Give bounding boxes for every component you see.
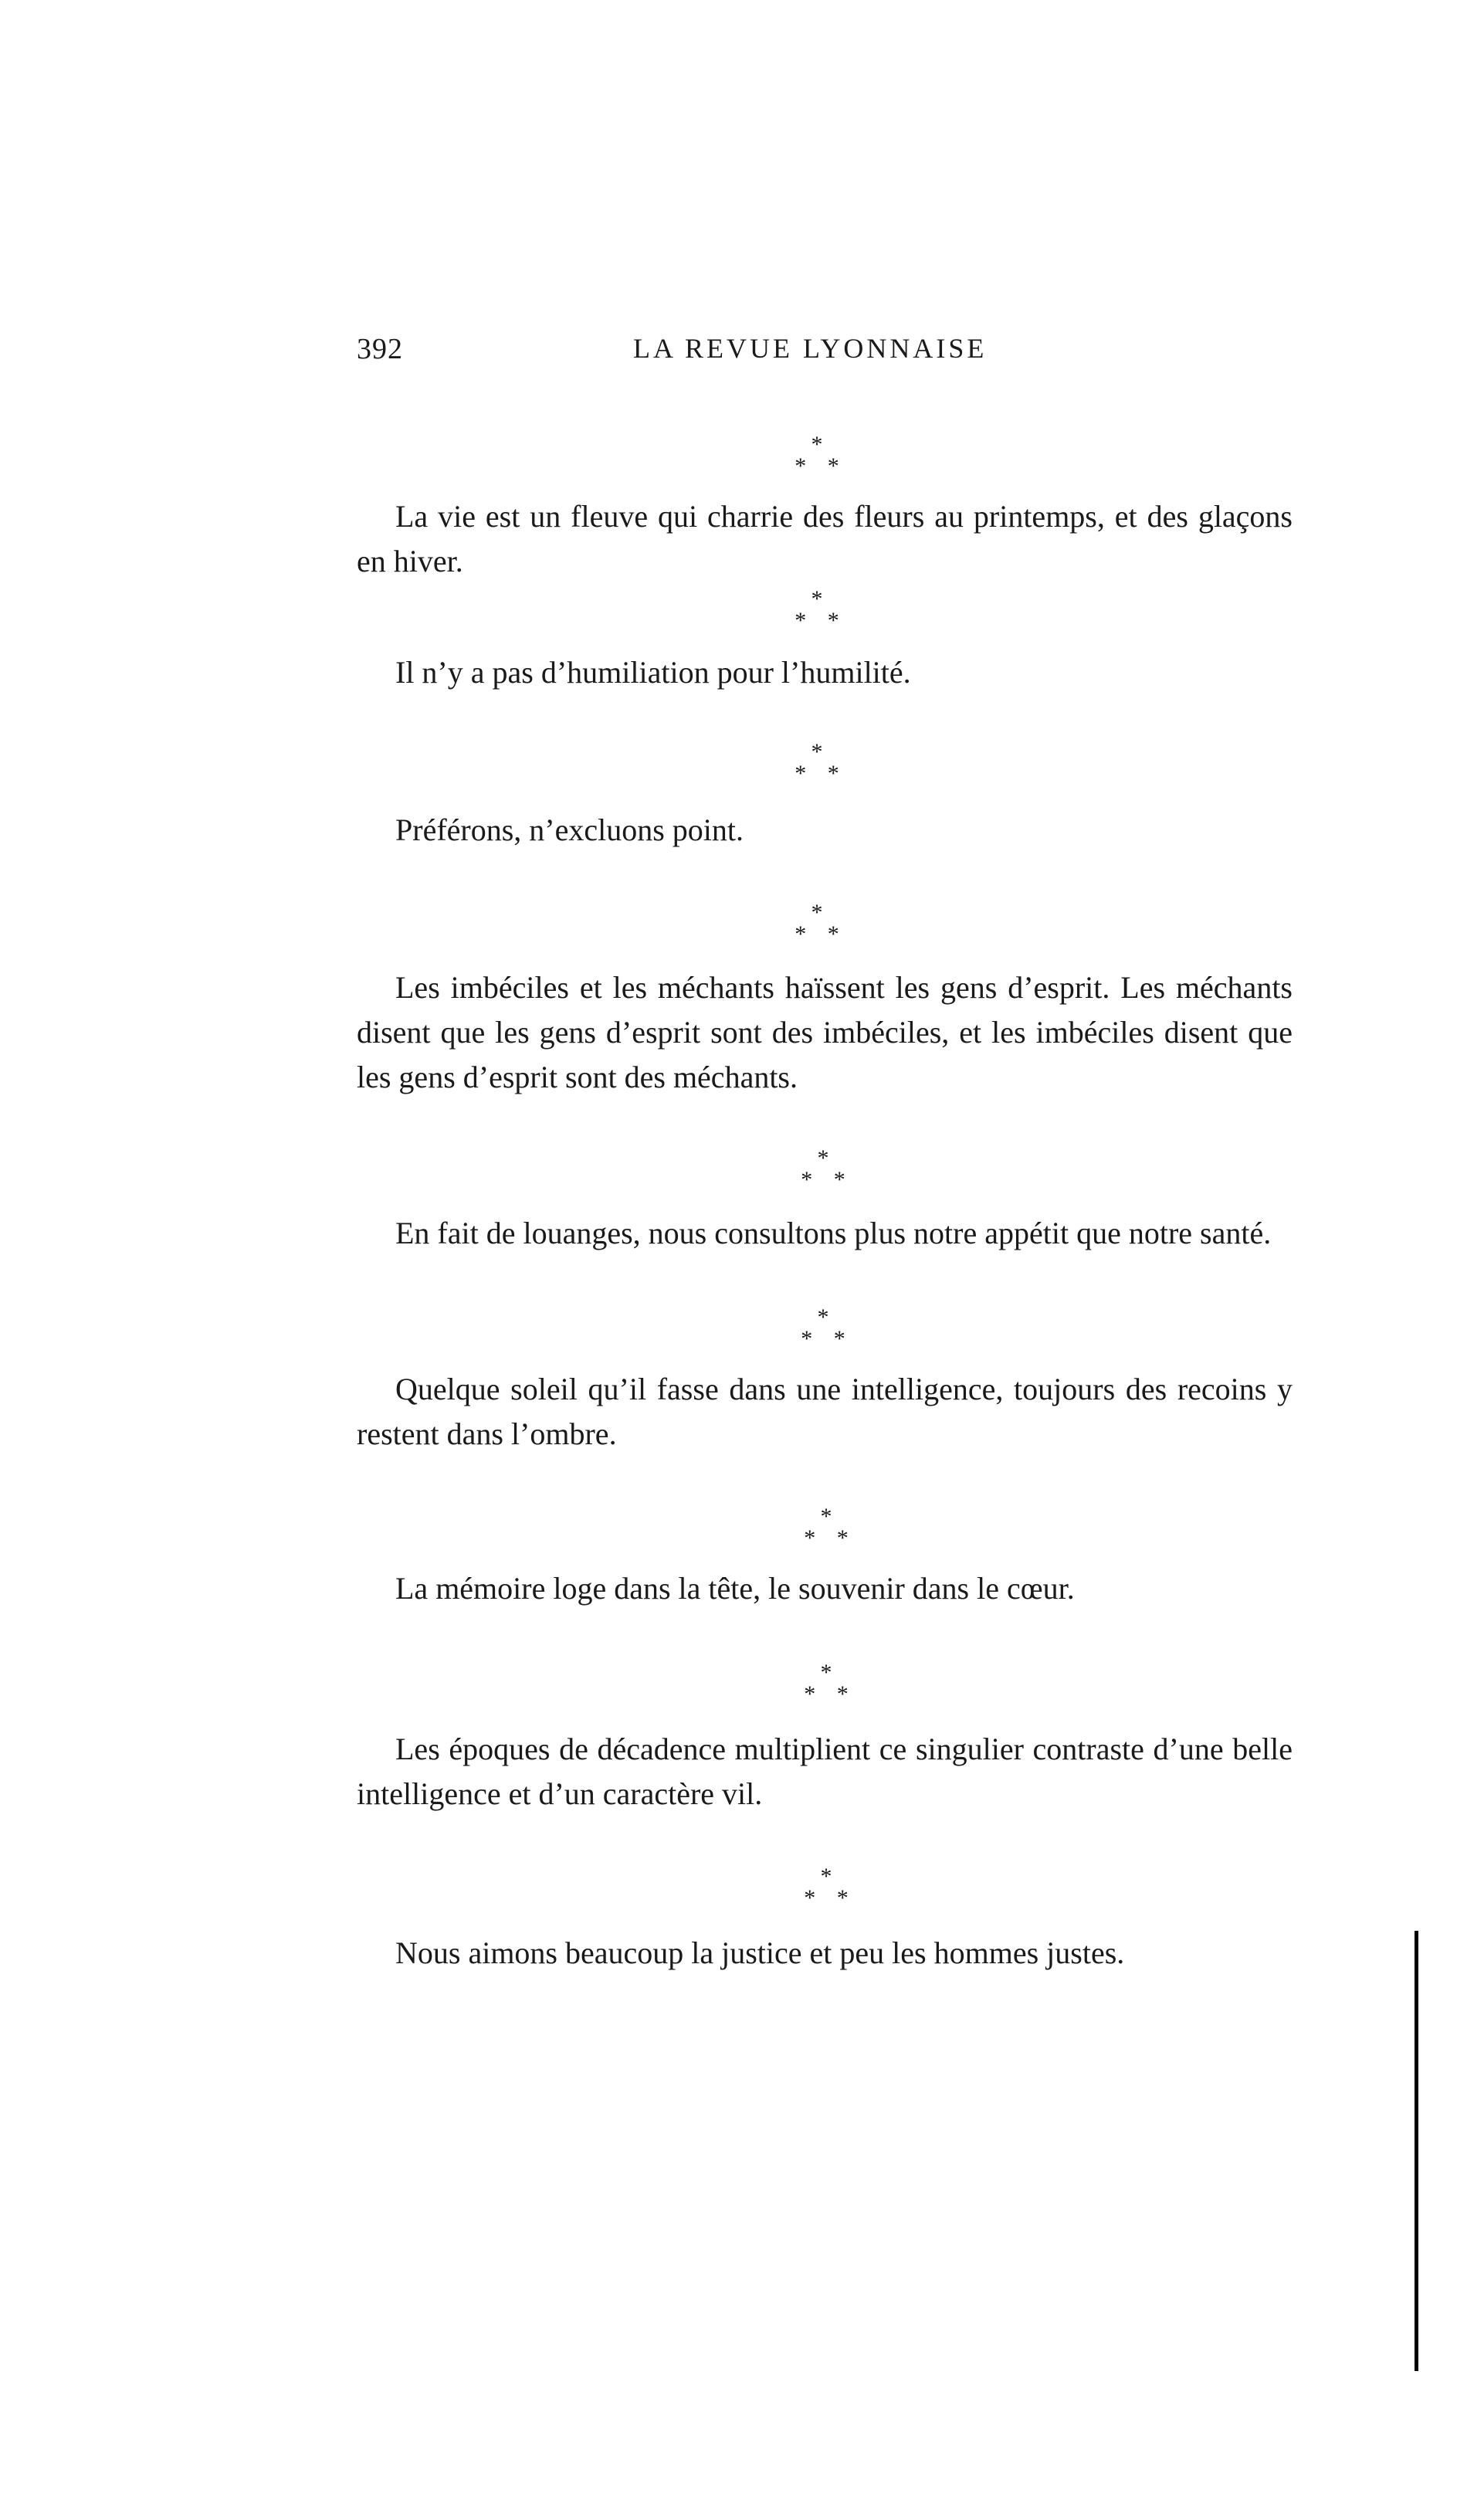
- margin-scan-line: [1415, 1931, 1418, 2371]
- asterism-stars-bottom: * *: [804, 1885, 856, 1911]
- asterism-star-top: *: [820, 1660, 832, 1685]
- asterism-star-top: *: [811, 900, 823, 925]
- asterism-stars-bottom: * *: [795, 608, 847, 633]
- asterism-star-top: *: [811, 586, 823, 612]
- asterism-separator: [795, 1866, 857, 1912]
- maxim-2: Il n’y a pas d’humiliation pour l’humilité.: [395, 655, 911, 690]
- asterism-stars-bottom: * *: [795, 453, 847, 479]
- maxim-4: Les imbéciles et les méchants haïssent les gens d’esprit. Les méchants disent que les gens d’esprit sont des imbéciles, et les imbéciles disent que les gens d’esprit sont des méchants.: [357, 970, 1293, 1094]
- maxim-8: Les époques de décadence multiplient ce singulier contraste d’une belle intelligence et d’un caractère vil.: [357, 1732, 1293, 1811]
- asterism-separator: [795, 1662, 857, 1708]
- maxim-5: En fait de louanges, nous consultons plus notre appétit que notre santé.: [395, 1216, 1272, 1250]
- asterism-separator: [786, 902, 848, 948]
- asterism-separator: [786, 586, 848, 635]
- maxim-9: Nous aimons beaucoup la justice et peu les hommes justes.: [395, 1935, 1125, 1970]
- asterism-separator: [792, 1304, 854, 1353]
- page-number: 392: [357, 333, 403, 365]
- asterism-separator: [786, 434, 848, 480]
- asterism-stars-bottom: * *: [795, 761, 847, 786]
- asterism-star-top: *: [817, 1304, 829, 1330]
- maxim-7: La mémoire loge dans la tête, le souvenir dans le cœur.: [395, 1571, 1075, 1606]
- asterism-stars-bottom: * *: [804, 1525, 856, 1551]
- asterism-stars-bottom: * *: [795, 921, 847, 947]
- maxim-6: Quelque soleil qu’il fasse dans une intelligence, toujours des recoins y restent dans l’ombre.: [357, 1372, 1293, 1451]
- asterism-star-top: *: [811, 432, 823, 457]
- asterism-star-top: *: [817, 1145, 829, 1171]
- asterism-separator: [792, 1145, 854, 1194]
- maxim-3: Préférons, n’excluons point.: [395, 812, 744, 847]
- asterism-separator: [786, 741, 848, 788]
- asterism-separator: [795, 1506, 857, 1552]
- asterism-star-top: *: [820, 1864, 832, 1889]
- maxim-1: La vie est un fleuve qui charrie des fleurs au printemps, et des glaçons en hiver.: [357, 499, 1293, 578]
- asterism-star-top: *: [811, 739, 823, 765]
- asterism-stars-bottom: * *: [801, 1326, 853, 1352]
- asterism-star-top: *: [820, 1504, 832, 1529]
- asterism-stars-bottom: * *: [801, 1167, 853, 1192]
- asterism-stars-bottom: * *: [804, 1681, 856, 1707]
- running-title: LA REVUE LYONNAISE: [633, 333, 988, 364]
